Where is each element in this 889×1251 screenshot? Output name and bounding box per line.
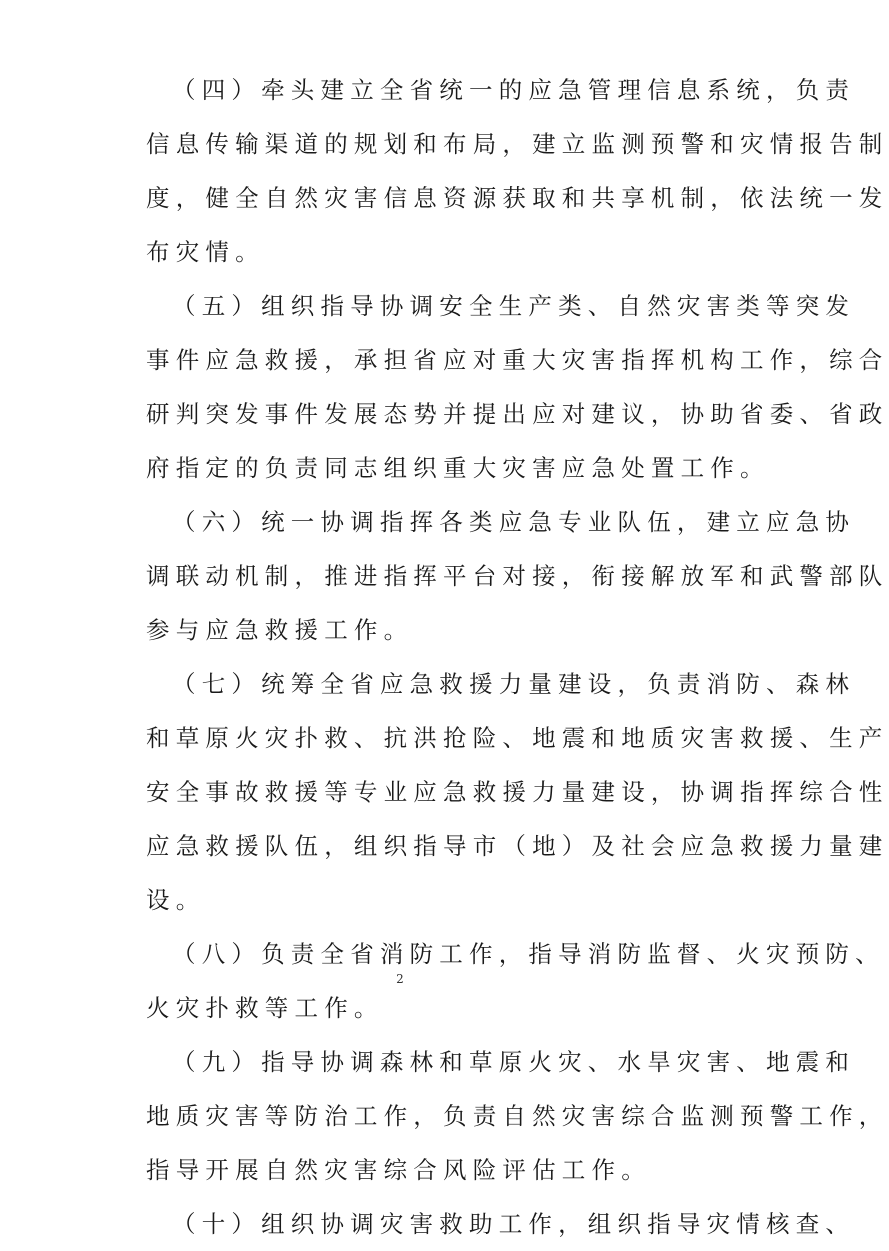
page-number: 2 <box>396 972 404 986</box>
paragraph-9-line-3: 指导开展自然灾害综合风险评估工作。 <box>146 1156 651 1184</box>
paragraph-7-line-2: 和草原火灾扑救、抗洪抢险、地震和地质灾害救援、生产 <box>146 724 889 752</box>
paragraph-5-line-4: 府指定的负责同志组织重大灾害应急处置工作。 <box>146 454 770 482</box>
paragraph-8-line-1: （八）负责全省消防工作，指导消防监督、火灾预防、 <box>172 940 885 968</box>
paragraph-9-line-1: （九）指导协调森林和草原火灾、水旱灾害、地震和 <box>172 1048 856 1076</box>
paragraph-7-line-5: 设。 <box>146 886 206 914</box>
paragraph-6-line-1: （六）统一协调指挥各类应急专业队伍，建立应急协 <box>172 508 856 536</box>
paragraph-4-line-4: 布灾情。 <box>146 238 265 266</box>
paragraph-8-line-2: 火灾扑救等工作。 <box>146 994 384 1022</box>
paragraph-7-line-1: （七）统筹全省应急救援力量建设，负责消防、森林 <box>172 670 856 698</box>
paragraph-4-line-3: 度，健全自然灾害信息资源获取和共享机制，依法统一发 <box>146 184 889 212</box>
paragraph-6-line-2: 调联动机制，推进指挥平台对接，衔接解放军和武警部队 <box>146 562 889 590</box>
paragraph-5-line-1: （五）组织指导协调安全生产类、自然灾害类等突发 <box>172 292 856 320</box>
paragraph-7-line-4: 应急救援队伍，组织指导市（地）及社会应急救援力量建 <box>146 832 889 860</box>
paragraph-5-line-2: 事件应急救援，承担省应对重大灾害指挥机构工作，综合 <box>146 346 889 374</box>
paragraph-4-line-2: 信息传输渠道的规划和布局，建立监测预警和灾情报告制 <box>146 130 889 158</box>
paragraph-5-line-3: 研判突发事件发展态势并提出应对建议，协助省委、省政 <box>146 400 889 428</box>
paragraph-6-line-3: 参与应急救援工作。 <box>146 616 414 644</box>
paragraph-7-line-3: 安全事故救援等专业应急救援力量建设，协调指挥综合性 <box>146 778 889 806</box>
paragraph-10-line-1: （十）组织协调灾害救助工作，组织指导灾情核查、 <box>172 1210 856 1238</box>
body-text <box>146 63 889 1251</box>
paragraph-4-line-1: （四）牵头建立全省统一的应急管理信息系统，负责 <box>172 76 856 104</box>
paragraph-9-line-2: 地质灾害等防治工作，负责自然灾害综合监测预警工作， <box>146 1102 889 1130</box>
